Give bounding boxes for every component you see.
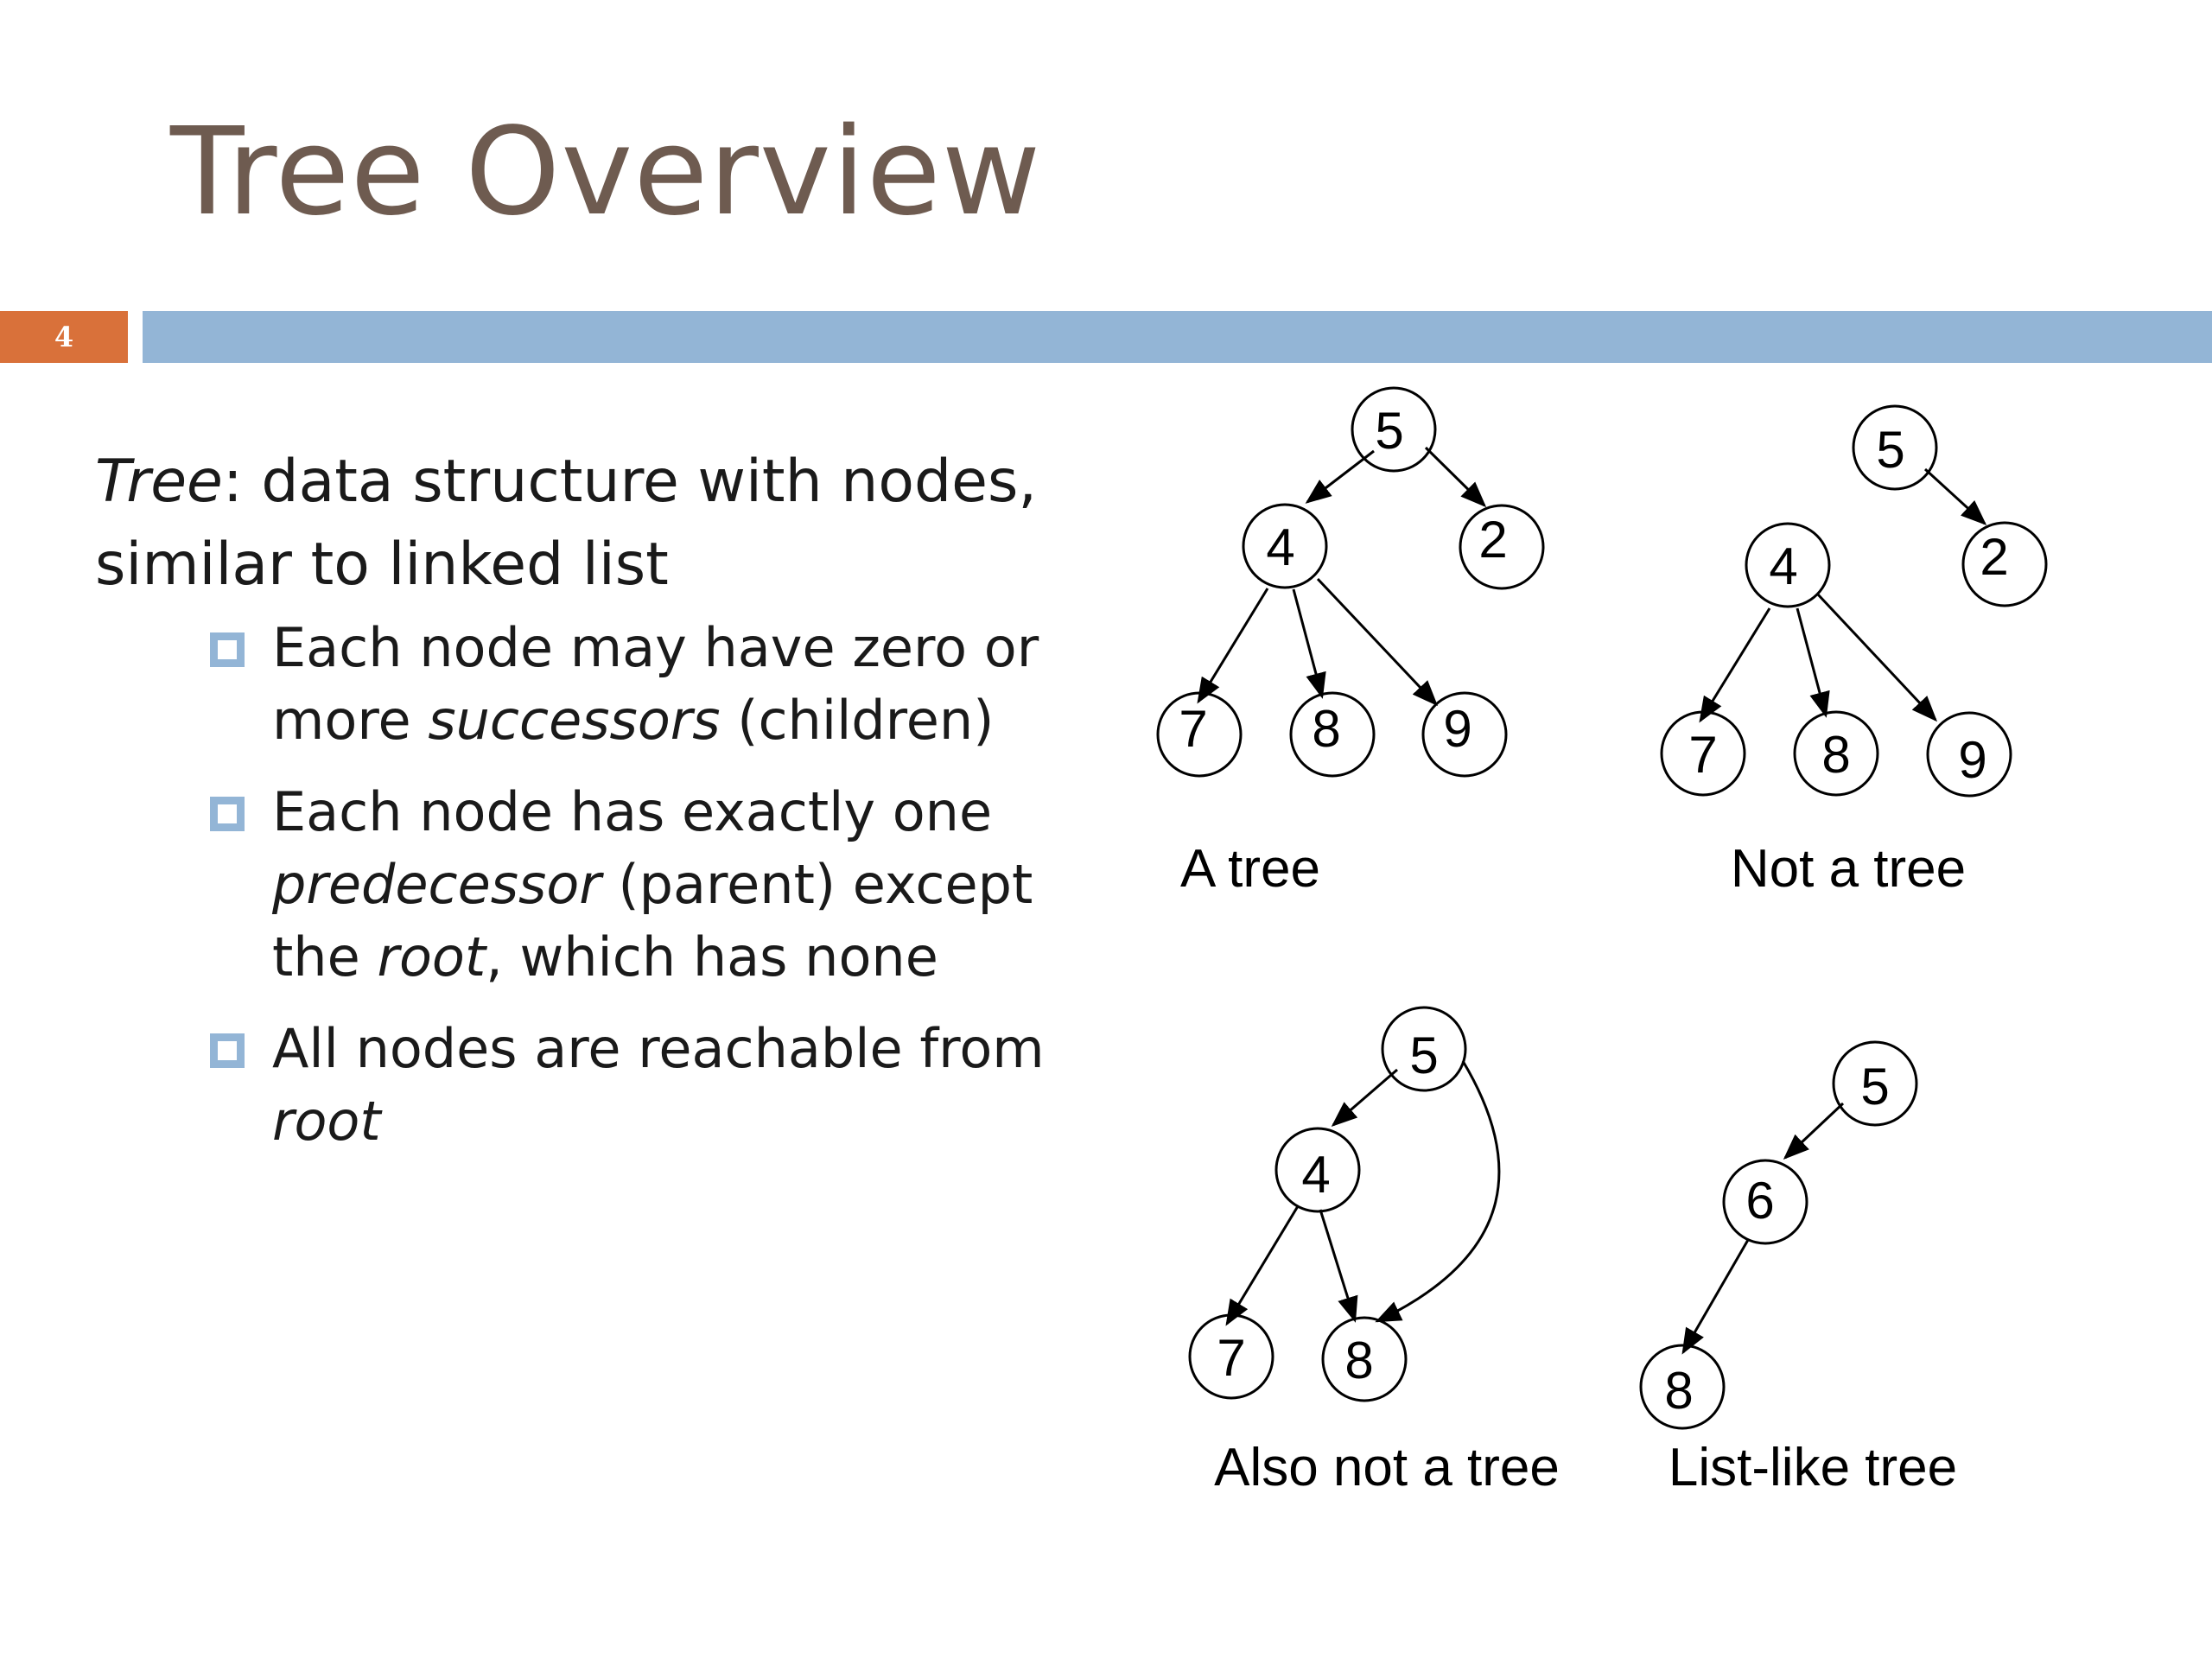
edge-4-8 [1294, 589, 1322, 696]
node-label: 9 [1958, 731, 1987, 789]
bullet-emphasis: predecessor [272, 853, 601, 916]
bullet-emphasis: root [272, 1090, 381, 1153]
diagram-d-labels [1664, 1058, 1957, 1497]
edge-5-6 [1785, 1103, 1843, 1158]
node-label: 9 [1443, 700, 1472, 758]
edge-5-2 [1925, 469, 1985, 524]
node-label: 4 [1266, 518, 1295, 576]
edge-4-7 [1198, 588, 1268, 702]
node-label: 7 [1217, 1329, 1246, 1387]
edge-4-7 [1227, 1206, 1298, 1324]
diagram-caption: List-like tree [1668, 1438, 1958, 1497]
node-label: 7 [1688, 726, 1718, 784]
bullet-emphasis: root [377, 925, 486, 988]
node-label: 8 [1821, 726, 1851, 784]
node-label: 5 [1860, 1058, 1890, 1116]
bullet-text: , which has none [486, 925, 938, 988]
slide-title: Tree Overview [170, 102, 1042, 243]
diagram-a-tree [1158, 388, 1543, 776]
edge-4-9 [1818, 594, 1936, 720]
lead-term: Tree [95, 448, 223, 516]
edge-4-8 [1320, 1210, 1355, 1320]
node-label: 7 [1179, 700, 1208, 758]
bullet-text: (children) [720, 689, 995, 752]
node-label: 5 [1876, 421, 1905, 479]
diagram-c-labels [1214, 1027, 1560, 1497]
bullet-text: Each node may have zero or more [272, 616, 1039, 752]
edge-4-7 [1700, 608, 1770, 721]
diagram-b-not-a-tree [1662, 406, 2046, 796]
edge-4-8 [1797, 608, 1826, 715]
page-number: 4 [0, 311, 128, 363]
node-label: 2 [1478, 511, 1508, 569]
node-label: 8 [1344, 1332, 1374, 1389]
bullet-text: (parent) except the [272, 853, 1033, 988]
edge-5-2 [1426, 448, 1484, 505]
bullet-text: All nodes are reachable from [272, 1017, 1045, 1080]
node-label: 8 [1664, 1362, 1694, 1420]
node-label: 6 [1745, 1172, 1775, 1230]
node-label: 8 [1312, 700, 1341, 758]
edge-5-8-curved [1377, 1061, 1499, 1321]
edge-6-8 [1683, 1240, 1748, 1352]
node-label: 4 [1301, 1146, 1331, 1204]
diagram-a-labels [1179, 402, 1507, 899]
edge-4-9 [1318, 579, 1436, 704]
node-label: 5 [1375, 402, 1404, 460]
diagram-caption: Also not a tree [1214, 1438, 1560, 1497]
node-label: 2 [1980, 528, 2009, 586]
diagram-caption: A tree [1180, 839, 1320, 899]
node-label: 5 [1409, 1027, 1439, 1084]
diagram-caption: Not a tree [1730, 839, 1967, 899]
node-label: 4 [1769, 537, 1798, 595]
lead-text: : data structure with nodes, similar to linked list [95, 448, 1038, 599]
bullet-emphasis: successors [428, 689, 721, 752]
bullet-text: Each node has exactly one [272, 780, 993, 843]
edge-5-4 [1333, 1070, 1397, 1125]
